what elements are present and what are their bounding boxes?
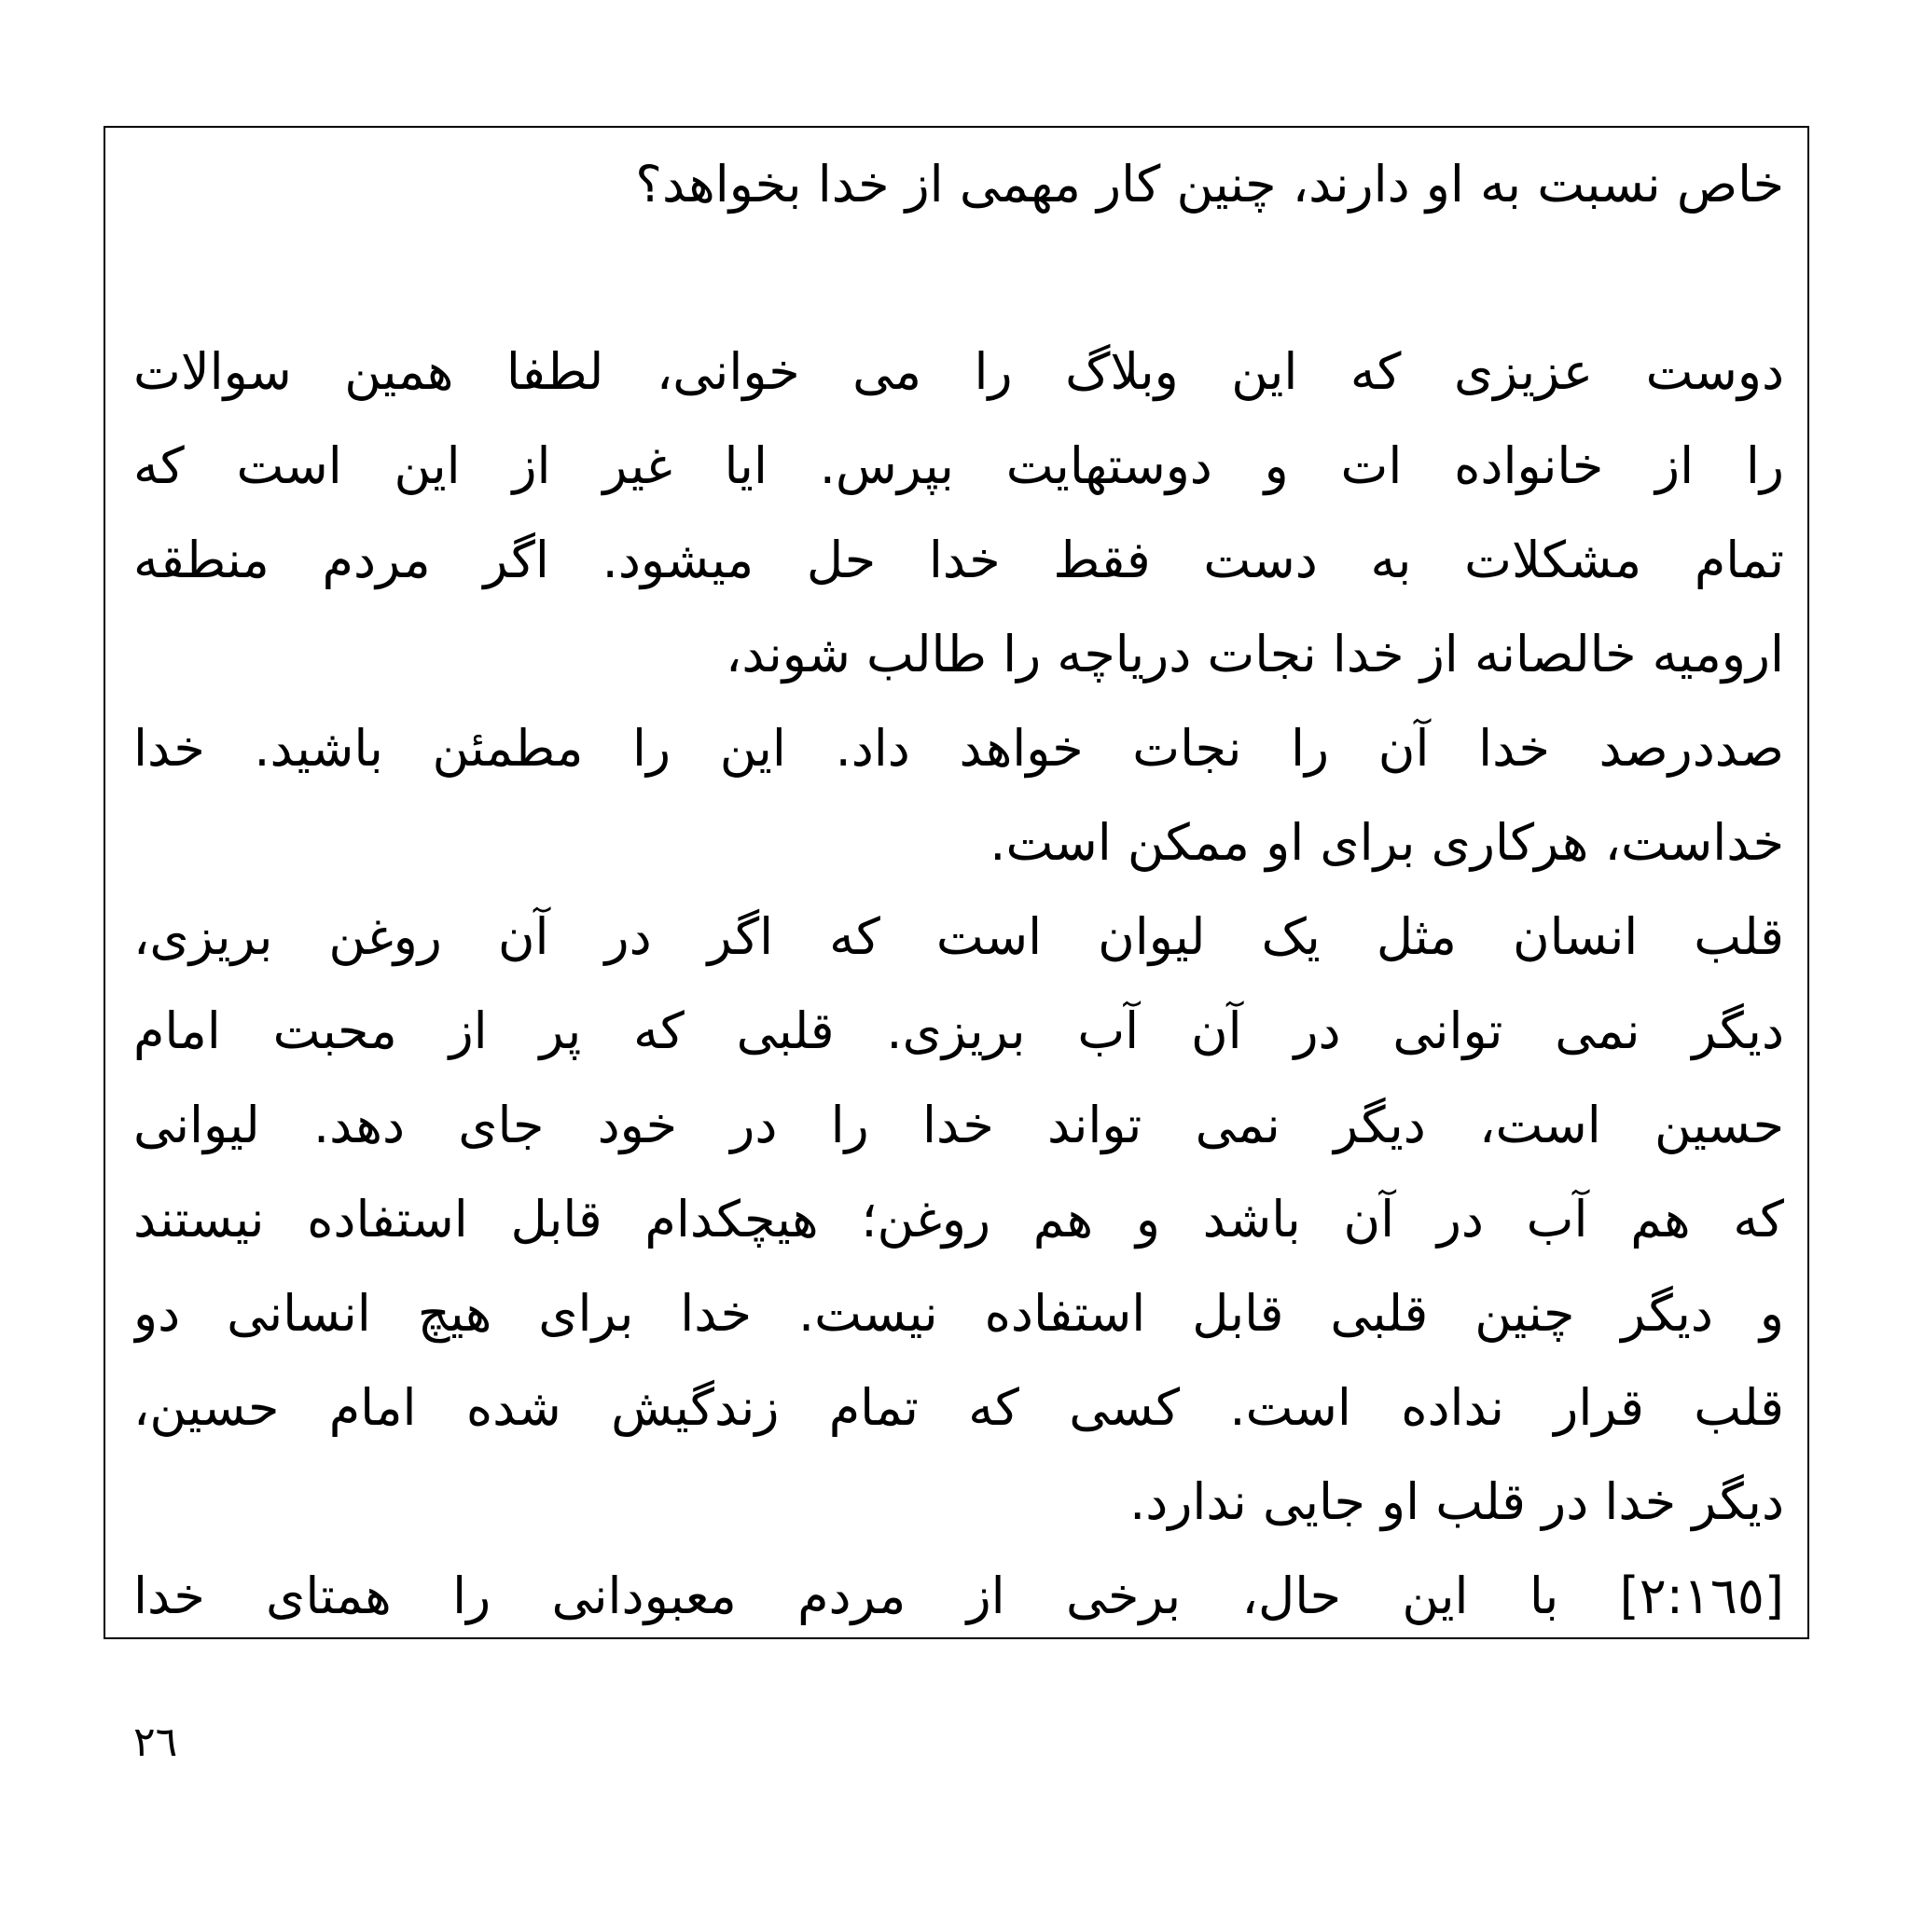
text-line: قلب قرار نداده است. کسی که تمام زندگیش شده امام حسین،: [133, 1378, 1784, 1437]
text-line: صددرصد خدا آن را نجات خواهد داد. این را مطمئن باشید. خدا: [133, 719, 1784, 778]
text-line: دوست عزیزی که این وبلاگ را می خوانی، لطفا همین سوالات: [133, 342, 1784, 401]
text-line: را از خانواده ات و دوستهایت بپرس. ایا غیر از این است که: [133, 436, 1784, 495]
blank-line: [133, 231, 1784, 324]
text-line: ارومیه خالصانه از خدا نجات دریاچه را طالب شوند،: [725, 625, 1784, 683]
text-body: [133, 137, 1784, 1639]
text-line: دیگر نمی توانی در آن آب بریزی. قلبی که پر از محبت امام: [133, 1001, 1784, 1060]
page-number: ٢٦: [133, 1718, 178, 1766]
text-line: خاص نسبت به او دارند، چنین کار مهمی از خدا بخواهد؟: [635, 155, 1784, 214]
text-line: خداست، هرکاری برای او ممکن است.: [990, 813, 1784, 872]
text-line: قلب انسان مثل یک لیوان است که اگر در آن روغن بریزی،: [133, 907, 1784, 966]
text-line: تمام مشکلات به دست فقط خدا حل میشود. اگر مردم منطقه: [133, 531, 1784, 589]
text-line: دیگر خدا در قلب او جایی ندارد.: [1129, 1472, 1784, 1531]
text-line: حسین است، دیگر نمی تواند خدا را در خود جای دهد. لیوانی: [133, 1096, 1784, 1154]
text-line: و دیگر چنین قلبی قابل استفاده نیست. خدا برای هیچ انسانی دو: [133, 1284, 1784, 1343]
text-line: که هم آب در آن باشد و هم روغن؛ هیچکدام قابل استفاده نیستند: [133, 1190, 1784, 1249]
text-line: [۲:۱٦٥] با این حال، برخی از مردم معبودانی را همتای خدا: [133, 1566, 1784, 1625]
bordered-text-box: [104, 126, 1809, 1639]
